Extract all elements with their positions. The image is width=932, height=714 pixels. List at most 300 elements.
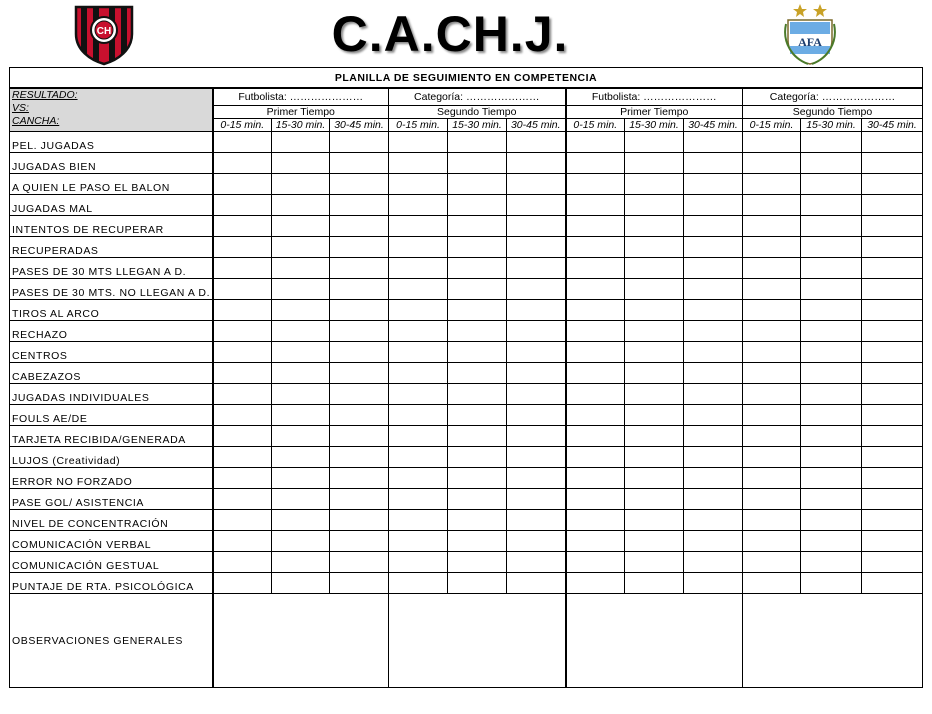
entry-cell[interactable]: [862, 216, 923, 237]
entry-cell[interactable]: [448, 321, 507, 342]
entry-cell[interactable]: [684, 573, 743, 594]
entry-cell[interactable]: [801, 153, 862, 174]
observations-cell[interactable]: [213, 594, 389, 688]
entry-cell[interactable]: [507, 384, 566, 405]
entry-cell[interactable]: [743, 363, 801, 384]
entry-cell[interactable]: [801, 342, 862, 363]
entry-cell[interactable]: [862, 384, 923, 405]
entry-cell[interactable]: [389, 300, 448, 321]
entry-cell[interactable]: [448, 468, 507, 489]
entry-cell[interactable]: [389, 573, 448, 594]
entry-cell[interactable]: [507, 174, 566, 195]
entry-cell[interactable]: [862, 405, 923, 426]
entry-cell[interactable]: [448, 426, 507, 447]
minute-header: 30-45 min.: [507, 119, 566, 132]
entry-cell[interactable]: [272, 384, 330, 405]
table-row-label: PASE GOL/ ASISTENCIA: [10, 489, 213, 510]
entry-cell[interactable]: [330, 510, 389, 531]
entry-cell[interactable]: [566, 321, 625, 342]
entry-cell[interactable]: [507, 216, 566, 237]
entry-cell[interactable]: [272, 279, 330, 300]
entry-cell[interactable]: [743, 447, 801, 468]
entry-cell[interactable]: [389, 468, 448, 489]
entry-cell[interactable]: [743, 552, 801, 573]
entry-cell[interactable]: [743, 489, 801, 510]
table-row-label: NIVEL DE CONCENTRACIÓN: [10, 510, 213, 531]
entry-cell[interactable]: [862, 468, 923, 489]
entry-cell[interactable]: [625, 489, 684, 510]
entry-cell[interactable]: [213, 363, 272, 384]
entry-cell[interactable]: [507, 195, 566, 216]
entry-cell[interactable]: [625, 216, 684, 237]
entry-cell[interactable]: [507, 237, 566, 258]
entry-cell[interactable]: [213, 153, 272, 174]
observations-cell[interactable]: [389, 594, 566, 688]
entry-cell[interactable]: [801, 237, 862, 258]
entry-cell[interactable]: [801, 552, 862, 573]
entry-cell[interactable]: [801, 510, 862, 531]
entry-cell[interactable]: [330, 195, 389, 216]
entry-cell[interactable]: [272, 468, 330, 489]
entry-cell[interactable]: [389, 426, 448, 447]
entry-cell[interactable]: [625, 468, 684, 489]
entry-cell[interactable]: [330, 384, 389, 405]
entry-cell[interactable]: [801, 468, 862, 489]
tracking-sheet: [9, 67, 923, 688]
table-row-label: PEL. JUGADAS: [10, 132, 213, 153]
entry-cell[interactable]: [743, 300, 801, 321]
entry-cell[interactable]: [272, 531, 330, 552]
entry-cell[interactable]: [272, 321, 330, 342]
entry-cell[interactable]: [448, 384, 507, 405]
entry-cell[interactable]: [389, 384, 448, 405]
entry-cell[interactable]: [213, 237, 272, 258]
entry-cell[interactable]: [625, 426, 684, 447]
entry-cell[interactable]: [743, 258, 801, 279]
entry-cell[interactable]: [801, 216, 862, 237]
player-1-category: Categoría: …………………: [389, 88, 566, 106]
entry-cell[interactable]: [743, 573, 801, 594]
table-row-label: RECHAZO: [10, 321, 213, 342]
entry-cell[interactable]: [625, 237, 684, 258]
entry-cell[interactable]: [448, 447, 507, 468]
entry-cell[interactable]: [507, 552, 566, 573]
p2-first-half: Primer Tiempo: [566, 106, 743, 119]
entry-cell[interactable]: [862, 321, 923, 342]
entry-cell[interactable]: [566, 174, 625, 195]
entry-cell[interactable]: [330, 573, 389, 594]
entry-cell[interactable]: [330, 279, 389, 300]
entry-cell[interactable]: [566, 384, 625, 405]
entry-cell[interactable]: [330, 153, 389, 174]
table-row: [10, 363, 923, 384]
entry-cell[interactable]: [862, 489, 923, 510]
entry-cell[interactable]: [330, 489, 389, 510]
federation-crest-icon: [782, 2, 838, 66]
entry-cell[interactable]: [389, 510, 448, 531]
entry-cell[interactable]: [566, 552, 625, 573]
table-row: [10, 468, 923, 489]
entry-cell[interactable]: [566, 153, 625, 174]
entry-cell[interactable]: [684, 447, 743, 468]
entry-cell[interactable]: [448, 153, 507, 174]
entry-cell[interactable]: [625, 342, 684, 363]
entry-cell[interactable]: [272, 195, 330, 216]
entry-cell[interactable]: [272, 573, 330, 594]
entry-cell[interactable]: [507, 573, 566, 594]
entry-cell[interactable]: [330, 132, 389, 153]
entry-cell[interactable]: [213, 468, 272, 489]
entry-cell[interactable]: [684, 363, 743, 384]
entry-cell[interactable]: [801, 489, 862, 510]
entry-cell[interactable]: [213, 132, 272, 153]
entry-cell[interactable]: [862, 195, 923, 216]
entry-cell[interactable]: [625, 405, 684, 426]
entry-cell[interactable]: [507, 300, 566, 321]
entry-cell[interactable]: [862, 552, 923, 573]
entry-cell[interactable]: [389, 321, 448, 342]
observations-cell[interactable]: [743, 594, 923, 688]
entry-cell[interactable]: [743, 531, 801, 552]
entry-cell[interactable]: [566, 300, 625, 321]
entry-cell[interactable]: [625, 258, 684, 279]
entry-cell[interactable]: [389, 447, 448, 468]
entry-cell[interactable]: [213, 384, 272, 405]
entry-cell[interactable]: [801, 447, 862, 468]
entry-cell[interactable]: [213, 426, 272, 447]
entry-cell[interactable]: [272, 174, 330, 195]
table-row-label: TARJETA RECIBIDA/GENERADA: [10, 426, 213, 447]
table-row-label: COMUNICACIÓN VERBAL: [10, 531, 213, 552]
entry-cell[interactable]: [448, 300, 507, 321]
entry-cell[interactable]: [507, 342, 566, 363]
entry-cell[interactable]: [213, 447, 272, 468]
entry-cell[interactable]: [213, 321, 272, 342]
entry-cell[interactable]: [448, 489, 507, 510]
entry-cell[interactable]: [684, 384, 743, 405]
entry-cell[interactable]: [566, 279, 625, 300]
entry-cell[interactable]: [684, 237, 743, 258]
entry-cell[interactable]: [272, 363, 330, 384]
entry-cell[interactable]: [448, 363, 507, 384]
entry-cell[interactable]: [507, 426, 566, 447]
entry-cell[interactable]: [330, 216, 389, 237]
entry-cell[interactable]: [862, 258, 923, 279]
entry-cell[interactable]: [743, 342, 801, 363]
entry-cell[interactable]: [625, 363, 684, 384]
entry-cell[interactable]: [448, 342, 507, 363]
entry-cell[interactable]: [862, 279, 923, 300]
entry-cell[interactable]: [862, 300, 923, 321]
entry-cell[interactable]: [684, 405, 743, 426]
entry-cell[interactable]: [625, 195, 684, 216]
observations-cell[interactable]: [566, 594, 743, 688]
entry-cell[interactable]: [213, 573, 272, 594]
entry-cell[interactable]: [862, 363, 923, 384]
entry-cell[interactable]: [272, 153, 330, 174]
entry-cell[interactable]: [448, 510, 507, 531]
entry-cell[interactable]: [272, 300, 330, 321]
entry-cell[interactable]: [625, 321, 684, 342]
entry-cell[interactable]: [743, 174, 801, 195]
entry-cell[interactable]: [801, 426, 862, 447]
entry-cell[interactable]: [389, 237, 448, 258]
entry-cell[interactable]: [213, 279, 272, 300]
entry-cell[interactable]: [862, 174, 923, 195]
entry-cell[interactable]: [743, 405, 801, 426]
entry-cell[interactable]: [448, 405, 507, 426]
entry-cell[interactable]: [213, 489, 272, 510]
entry-cell[interactable]: [801, 300, 862, 321]
entry-cell[interactable]: [389, 489, 448, 510]
entry-cell[interactable]: [507, 405, 566, 426]
entry-cell[interactable]: [684, 489, 743, 510]
entry-cell[interactable]: [801, 363, 862, 384]
entry-cell[interactable]: [448, 552, 507, 573]
entry-cell[interactable]: [389, 552, 448, 573]
entry-cell[interactable]: [389, 132, 448, 153]
entry-cell[interactable]: [684, 300, 743, 321]
entry-cell[interactable]: [507, 321, 566, 342]
entry-cell[interactable]: [213, 300, 272, 321]
entry-cell[interactable]: [862, 531, 923, 552]
entry-cell[interactable]: [566, 468, 625, 489]
entry-cell[interactable]: [743, 237, 801, 258]
entry-cell[interactable]: [743, 426, 801, 447]
p1-second-half: Segundo Tiempo: [389, 106, 566, 119]
entry-cell[interactable]: [801, 573, 862, 594]
entry-cell[interactable]: [566, 342, 625, 363]
entry-cell[interactable]: [684, 510, 743, 531]
entry-cell[interactable]: [743, 510, 801, 531]
entry-cell[interactable]: [213, 195, 272, 216]
entry-cell[interactable]: [862, 132, 923, 153]
entry-cell[interactable]: [566, 363, 625, 384]
entry-cell[interactable]: [801, 405, 862, 426]
entry-cell[interactable]: [448, 573, 507, 594]
entry-cell[interactable]: [684, 153, 743, 174]
entry-cell[interactable]: [448, 258, 507, 279]
entry-cell[interactable]: [801, 321, 862, 342]
entry-cell[interactable]: [862, 342, 923, 363]
table-row-label: FOULS AE/DE: [10, 405, 213, 426]
entry-cell[interactable]: [213, 342, 272, 363]
entry-cell[interactable]: [566, 489, 625, 510]
entry-cell[interactable]: [625, 573, 684, 594]
entry-cell[interactable]: [448, 216, 507, 237]
entry-cell[interactable]: [272, 237, 330, 258]
entry-cell[interactable]: [684, 195, 743, 216]
entry-cell[interactable]: [330, 321, 389, 342]
entry-cell[interactable]: [566, 132, 625, 153]
entry-cell[interactable]: [801, 195, 862, 216]
entry-cell[interactable]: [684, 279, 743, 300]
entry-cell[interactable]: [213, 258, 272, 279]
entry-cell[interactable]: [272, 405, 330, 426]
entry-cell[interactable]: [330, 531, 389, 552]
entry-cell[interactable]: [625, 153, 684, 174]
entry-cell[interactable]: [507, 279, 566, 300]
entry-cell[interactable]: [625, 174, 684, 195]
entry-cell[interactable]: [330, 405, 389, 426]
entry-cell[interactable]: [389, 342, 448, 363]
entry-cell[interactable]: [743, 216, 801, 237]
entry-cell[interactable]: [862, 426, 923, 447]
table-row-label: JUGADAS INDIVIDUALES: [10, 384, 213, 405]
entry-cell[interactable]: [389, 174, 448, 195]
entry-cell[interactable]: [448, 132, 507, 153]
entry-cell[interactable]: [625, 447, 684, 468]
entry-cell[interactable]: [625, 300, 684, 321]
entry-cell[interactable]: [684, 468, 743, 489]
entry-cell[interactable]: [862, 447, 923, 468]
table-row-label: JUGADAS MAL: [10, 195, 213, 216]
p2-second-half: Segundo Tiempo: [743, 106, 923, 119]
entry-cell[interactable]: [862, 153, 923, 174]
entry-cell[interactable]: [272, 258, 330, 279]
entry-cell[interactable]: [448, 279, 507, 300]
table-row: [10, 300, 923, 321]
entry-cell[interactable]: [566, 258, 625, 279]
entry-cell[interactable]: [507, 531, 566, 552]
entry-cell[interactable]: [272, 342, 330, 363]
entry-cell[interactable]: [389, 405, 448, 426]
entry-cell[interactable]: [330, 342, 389, 363]
entry-cell[interactable]: [684, 531, 743, 552]
entry-cell[interactable]: [625, 279, 684, 300]
entry-cell[interactable]: [743, 132, 801, 153]
entry-cell[interactable]: [801, 258, 862, 279]
entry-cell[interactable]: [448, 174, 507, 195]
entry-cell[interactable]: [801, 384, 862, 405]
entry-cell[interactable]: [566, 405, 625, 426]
entry-cell[interactable]: [330, 258, 389, 279]
entry-cell[interactable]: [272, 489, 330, 510]
entry-cell[interactable]: [389, 258, 448, 279]
entry-cell[interactable]: [389, 531, 448, 552]
page-title: C.A.CH.J.: [331, 6, 569, 62]
entry-cell[interactable]: [862, 237, 923, 258]
entry-cell[interactable]: [507, 153, 566, 174]
entry-cell[interactable]: [743, 195, 801, 216]
table-row-label: PASES DE 30 MTS LLEGAN A D.: [10, 258, 213, 279]
entry-cell[interactable]: [507, 363, 566, 384]
entry-cell[interactable]: [389, 195, 448, 216]
entry-cell[interactable]: [566, 510, 625, 531]
entry-cell[interactable]: [507, 447, 566, 468]
entry-cell[interactable]: [213, 510, 272, 531]
entry-cell[interactable]: [272, 447, 330, 468]
entry-cell[interactable]: [389, 216, 448, 237]
entry-cell[interactable]: [801, 174, 862, 195]
entry-cell[interactable]: [801, 279, 862, 300]
entry-cell[interactable]: [684, 552, 743, 573]
entry-cell[interactable]: [743, 321, 801, 342]
entry-cell[interactable]: [389, 153, 448, 174]
entry-cell[interactable]: [272, 132, 330, 153]
entry-cell[interactable]: [566, 216, 625, 237]
entry-cell[interactable]: [330, 468, 389, 489]
entry-cell[interactable]: [625, 384, 684, 405]
table-row: [10, 573, 923, 594]
entry-cell[interactable]: [684, 321, 743, 342]
entry-cell[interactable]: [330, 237, 389, 258]
entry-cell[interactable]: [684, 258, 743, 279]
entry-cell[interactable]: [330, 174, 389, 195]
entry-cell[interactable]: [389, 363, 448, 384]
entry-cell[interactable]: [566, 237, 625, 258]
entry-cell[interactable]: [684, 174, 743, 195]
entry-cell[interactable]: [213, 216, 272, 237]
table-row-label: TIROS AL ARCO: [10, 300, 213, 321]
result-label: RESULTADO:: [12, 89, 78, 101]
table-row-label: A QUIEN LE PASO EL BALON: [10, 174, 213, 195]
entry-cell[interactable]: [448, 237, 507, 258]
entry-cell[interactable]: [684, 132, 743, 153]
entry-cell[interactable]: [213, 405, 272, 426]
entry-cell[interactable]: [330, 426, 389, 447]
entry-cell[interactable]: [272, 216, 330, 237]
entry-cell[interactable]: [272, 552, 330, 573]
entry-cell[interactable]: [862, 510, 923, 531]
entry-cell[interactable]: [743, 153, 801, 174]
entry-cell[interactable]: [566, 447, 625, 468]
entry-cell[interactable]: [330, 552, 389, 573]
table-row: [10, 216, 923, 237]
entry-cell[interactable]: [507, 132, 566, 153]
entry-cell[interactable]: [743, 384, 801, 405]
entry-cell[interactable]: [684, 342, 743, 363]
entry-cell[interactable]: [507, 510, 566, 531]
entry-cell[interactable]: [507, 258, 566, 279]
entry-cell[interactable]: [743, 279, 801, 300]
entry-cell[interactable]: [566, 426, 625, 447]
entry-cell[interactable]: [684, 216, 743, 237]
entry-cell[interactable]: [272, 426, 330, 447]
entry-cell[interactable]: [330, 363, 389, 384]
entry-cell[interactable]: [330, 300, 389, 321]
entry-cell[interactable]: [507, 468, 566, 489]
entry-cell[interactable]: [448, 531, 507, 552]
table-row: [10, 153, 923, 174]
entry-cell[interactable]: [213, 552, 272, 573]
entry-cell[interactable]: [448, 195, 507, 216]
entry-cell[interactable]: [213, 531, 272, 552]
entry-cell[interactable]: [743, 468, 801, 489]
entry-cell[interactable]: [389, 279, 448, 300]
table-row: [10, 447, 923, 468]
table-row: [10, 321, 923, 342]
entry-cell[interactable]: [625, 531, 684, 552]
entry-cell[interactable]: [625, 552, 684, 573]
table-row: [10, 237, 923, 258]
entry-cell[interactable]: [684, 426, 743, 447]
entry-cell[interactable]: [566, 195, 625, 216]
entry-cell[interactable]: [566, 531, 625, 552]
entry-cell[interactable]: [801, 132, 862, 153]
entry-cell[interactable]: [625, 510, 684, 531]
entry-cell[interactable]: [801, 531, 862, 552]
entry-cell[interactable]: [507, 489, 566, 510]
entry-cell[interactable]: [213, 174, 272, 195]
entry-cell[interactable]: [862, 573, 923, 594]
entry-cell[interactable]: [272, 510, 330, 531]
entry-cell[interactable]: [566, 573, 625, 594]
entry-cell[interactable]: [330, 447, 389, 468]
entry-cell[interactable]: [625, 132, 684, 153]
table-row: [10, 384, 923, 405]
table-row-label: CABEZAZOS: [10, 363, 213, 384]
